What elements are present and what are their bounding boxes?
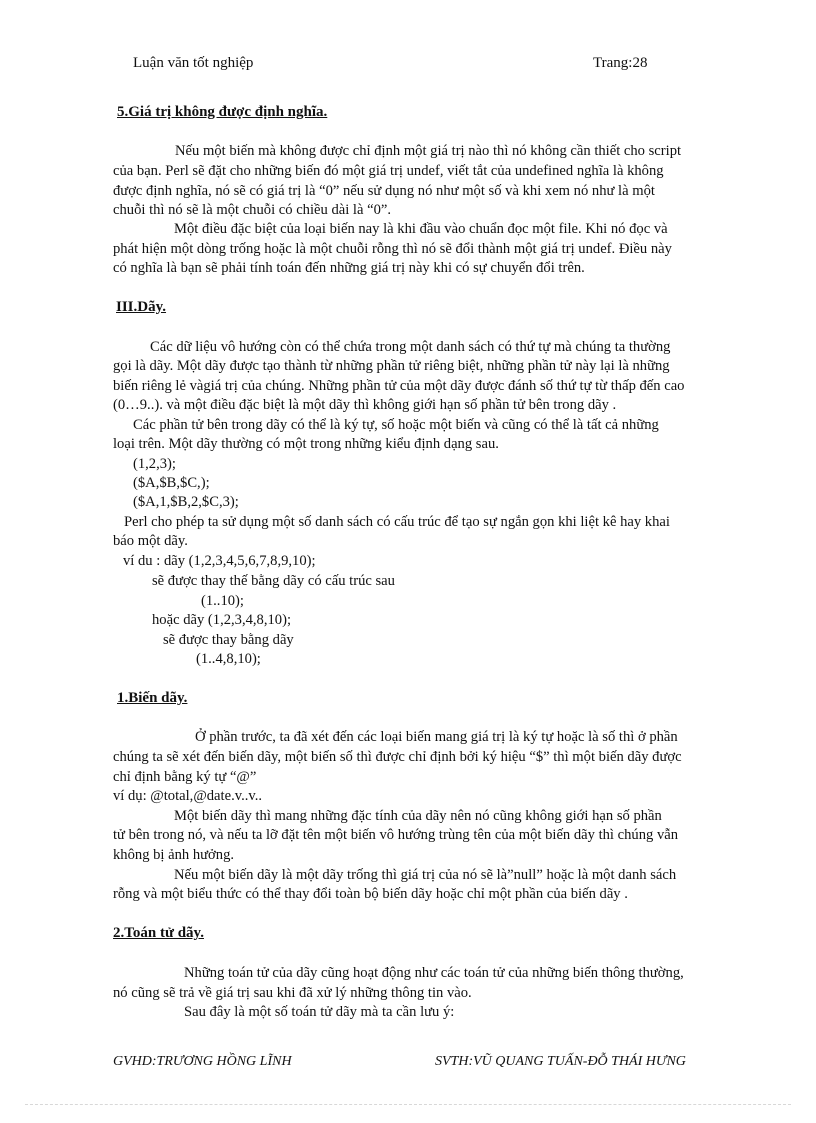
paragraph-line: Ở phần trước, ta đã xét đến các loại biến mang giá trị là ký tự hoặc là số thì ở phần — [195, 729, 678, 745]
code-example-line: ($A,$B,$C,); — [133, 475, 210, 491]
paragraph-line: không bị ảnh hưởng. — [113, 847, 235, 863]
paragraph-line: Các phần tử bên trong dãy có thể là ký tự, số hoặc một biến và cũng có thể là tất cả những — [133, 417, 659, 433]
paragraph-line: tử bên trong nó, và nếu ta lỡ đặt tên một biến vô hướng trùng tên của một biến dãy thì chúng vẫn — [113, 827, 679, 843]
paragraph-line: Nếu một biến dãy là một dãy trống thì giá trị của nó sẽ là”null” hoặc là một danh sách — [174, 867, 677, 883]
footer-supervisor: GVHD:TRƯƠNG HỒNG LĨNH — [113, 1054, 292, 1069]
paragraph-line: gọi là dãy. Một dãy được tạo thành từ những phần tử riêng biệt, những phần tử này lại là những — [113, 358, 670, 374]
paragraph-line: Một biến dãy thì mang những đặc tính của dãy nên nó cũng không giới hạn số phần — [174, 808, 662, 824]
code-example-line: ($A,1,$B,2,$C,3); — [133, 494, 239, 510]
code-example-line: (1..4,8,10); — [196, 651, 261, 667]
paragraph-line: Perl cho phép ta sử dụng một số danh sách có cấu trúc để tạo sự ngắn gọn khi liệt kê hay khai — [124, 514, 670, 530]
code-example-line: (1,2,3); — [133, 456, 176, 472]
paragraph-line: chúng ta sẽ xét đến biến dãy, một biến số thì được chỉ định bởi ký hiệu “$” thì một biến dãy được — [113, 749, 682, 765]
section-heading-array-operators: 2.Toán tử dãy. — [113, 925, 204, 941]
paragraph-line: Nếu một biến mà không được chỉ định một giá trị nào thì nó không cần thiết cho script — [175, 143, 682, 159]
paragraph-line: có nghĩa là bạn sẽ phải tính toán đến những giá trị này khi có sự chuyển đổi trên. — [113, 260, 585, 276]
paragraph-line: báo một dãy. — [113, 533, 188, 549]
page-bottom-divider — [25, 1104, 791, 1105]
paragraph-line: chuỗi thì nó sẽ là một chuỗi có chiều dài là “0”. — [113, 202, 392, 218]
paragraph-line: rỗng và một biểu thức có thể thay đổi toàn bộ biến dãy hoặc chỉ một phần của biến dãy . — [113, 886, 628, 902]
paragraph-line: Các dữ liệu vô hướng còn có thể chứa trong một danh sách có thứ tự mà chúng ta thường — [150, 339, 671, 355]
code-example-line: ví du : dãy (1,2,3,4,5,6,7,8,9,10); — [123, 553, 316, 569]
paragraph-line: nó cũng sẽ trả về giá trị sau khi đã xử lý những thông tin vào. — [113, 985, 472, 1001]
paragraph-line: được định nghĩa, nó sẽ có giá trị là “0” nếu sử dụng nó như một số và khi xem nó như là một — [113, 183, 655, 199]
paragraph-line: phát hiện một dòng trống hoặc là một chuỗi rỗng thì nó sẽ đổi thành một giá trị undef. Điều này — [113, 241, 672, 257]
paragraph-line: biến riêng lẻ vàgiá trị của chúng. Những phần tử của một dãy được đánh số thứ tự từ thấp đến cao — [113, 378, 685, 394]
section-heading-arrays: III.Dãy. — [116, 299, 167, 315]
paragraph-line: của bạn. Perl sẽ đặt cho những biến đó một giá trị undef, viết tắt của undefined nghĩa là không — [113, 163, 664, 179]
code-example-line: hoặc dãy (1,2,3,4,8,10); — [152, 612, 292, 628]
header-thesis-title: Luận văn tốt nghiệp — [133, 55, 254, 71]
footer-students: SVTH:VŨ QUANG TUẤN-ĐỖ THÁI HƯNG — [435, 1054, 686, 1069]
paragraph-line: loại trên. Một dãy thường có một trong những kiểu định dạng sau. — [113, 436, 499, 452]
paragraph-line: Sau đây là một số toán tử dãy mà ta cần lưu ý: — [184, 1004, 455, 1020]
code-example-line: sẽ được thay bằng dãy — [163, 632, 294, 648]
paragraph-line: (0…9..). và một điều đặc biệt là một dãy thì không giới hạn số phần tử bên trong dãy . — [113, 397, 617, 413]
code-example-line: (1..10); — [201, 593, 244, 609]
paragraph-line: ví dụ: @total,@date.v..v.. — [113, 788, 263, 804]
paragraph-line: Một điều đặc biệt của loại biến nay là khi đầu vào chuẩn đọc một file. Khi nó đọc và — [174, 221, 668, 237]
section-heading-array-variables: 1.Biến dãy. — [117, 690, 188, 706]
section-heading-undefined-values: 5.Giá trị không được định nghĩa. — [117, 104, 328, 120]
header-page-number: Trang:28 — [593, 55, 648, 71]
paragraph-line: Những toán tử của dãy cũng hoạt động như các toán tử của những biến thông thường, — [184, 965, 684, 981]
code-example-line: sẽ được thay thế bằng dãy có cấu trúc sau — [152, 573, 395, 589]
paragraph-line: chỉ định bằng ký tự “@” — [113, 769, 257, 785]
